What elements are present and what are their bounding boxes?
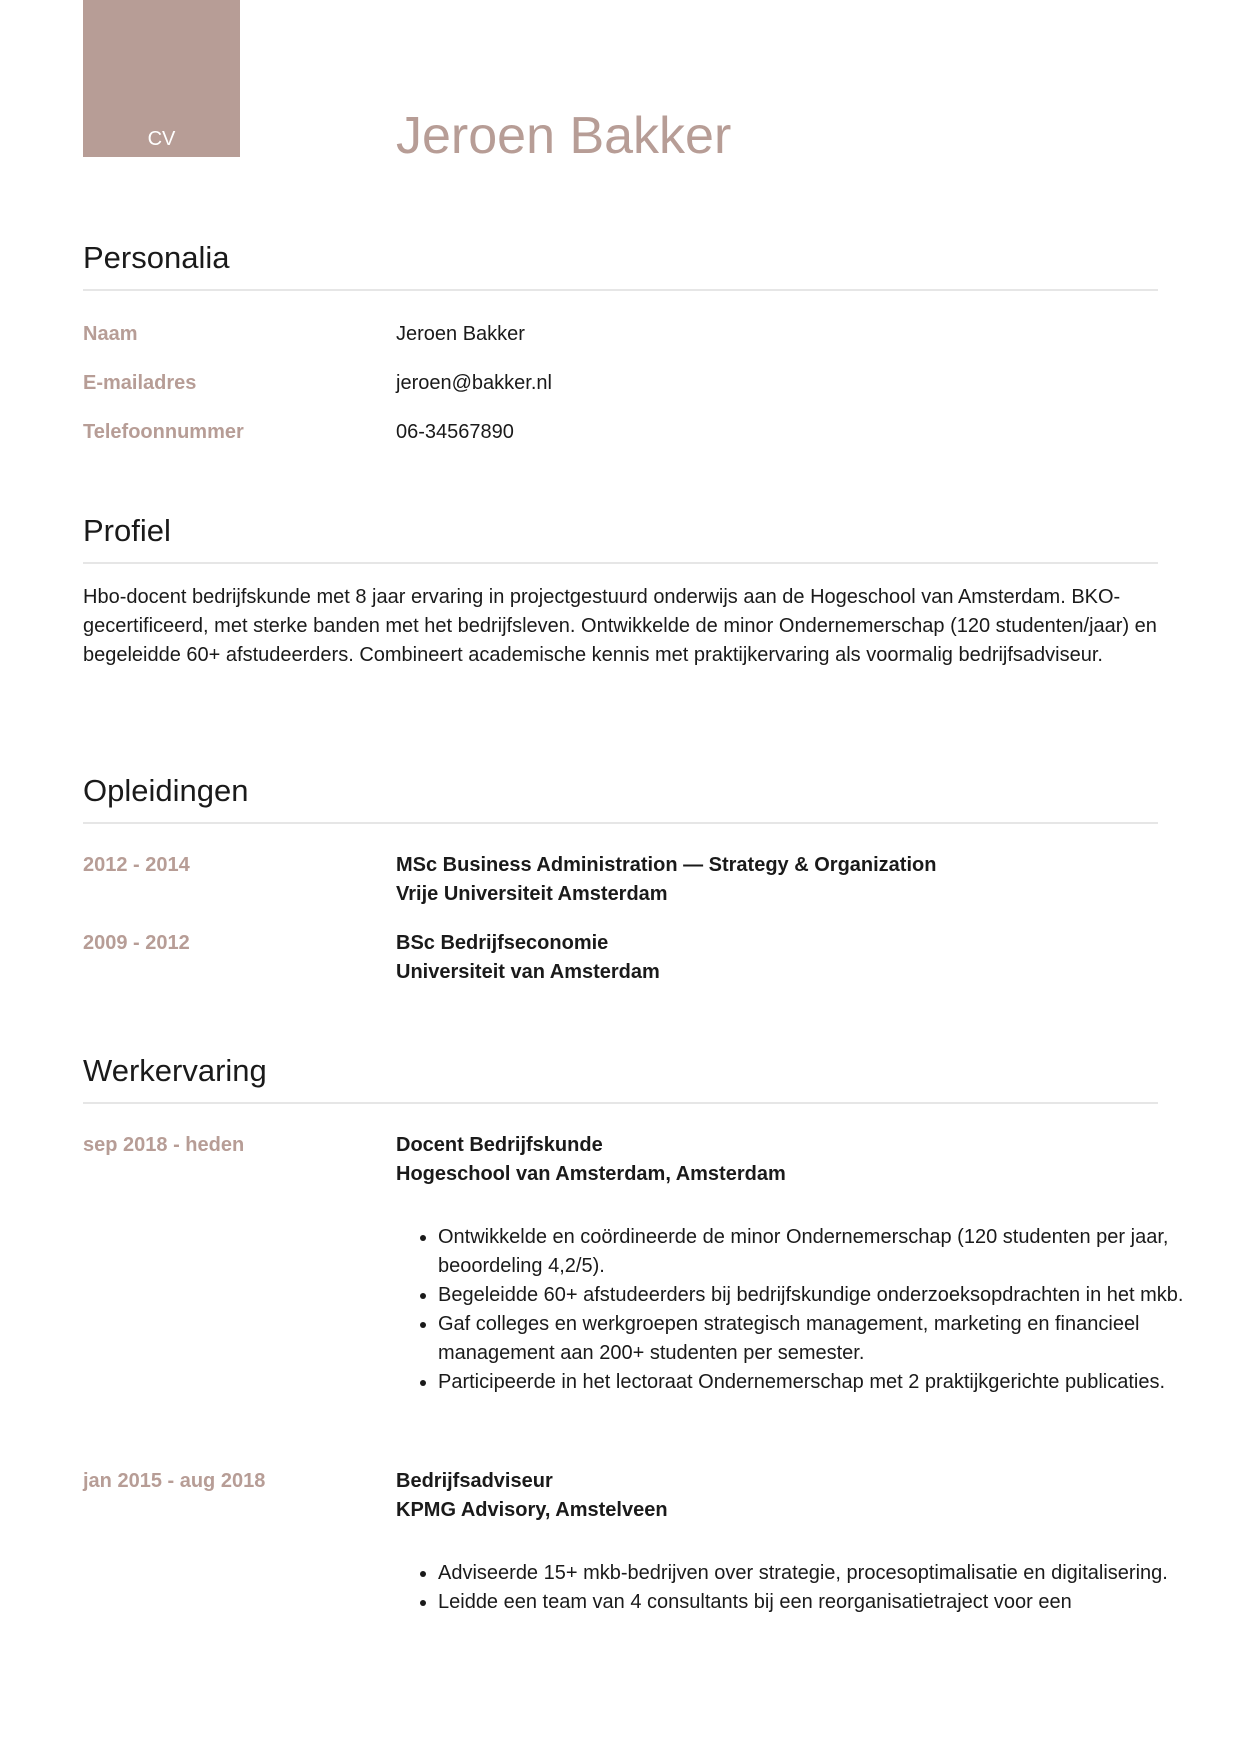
- profile-text: Hbo-docent bedrijfskunde met 8 jaar ervaring in projectgestuurd onderwijs aan de Hogeschool van Amsterdam. BKO-gecertificeerd, met sterke banden met het bedrijfsleven. Ontwikkelde de minor Ondernemerschap (120 studenten/jaar) en begeleidde 60+ afstudeerders. Combineert academische kennis met praktijkervaring als voormalig bedrijfsadviseur.: [83, 586, 1157, 666]
- candidate-name-title: Jeroen Bakker: [396, 107, 732, 165]
- work-bullet: • Leidde een team van 4 consultants bij een reorganisatietraject voor een: [438, 1588, 1203, 1617]
- education-details: [396, 929, 660, 987]
- education-details: [396, 851, 936, 909]
- personalia-value: Jeroen Bakker: [396, 323, 525, 345]
- section-title-werkervaring: Werkervaring: [83, 1051, 1158, 1104]
- cv-badge: [83, 0, 240, 157]
- education-period: 2012 - 2014: [83, 854, 190, 876]
- personalia-value: jeroen@bakker.nl: [396, 372, 552, 394]
- education-school: Vrije Universiteit Amsterdam: [396, 883, 668, 905]
- work-bullet: • Gaf colleges en werkgroepen strategisch management, marketing en financieel management aan 200+ studenten per semester.: [438, 1310, 1203, 1368]
- work-bullet: • Begeleidde 60+ afstudeerders bij bedrijfskundige onderzoeksopdrachten in het mkb.: [438, 1281, 1203, 1310]
- work-role: Docent Bedrijfskunde: [396, 1134, 603, 1156]
- work-details: [396, 1131, 786, 1189]
- personalia-section: [83, 238, 1158, 443]
- work-company: Hogeschool van Amsterdam, Amsterdam: [396, 1163, 786, 1185]
- personalia-label: Telefoonnummer: [83, 421, 244, 443]
- work-role: Bedrijfsadviseur: [396, 1470, 553, 1492]
- section-title-profiel: Profiel: [83, 511, 1158, 564]
- section-title-personalia: Personalia: [83, 238, 1158, 291]
- personalia-value: 06-34567890: [396, 421, 514, 443]
- work-bullet: • Adviseerde 15+ mkb-bedrijven over strategie, procesoptimalisatie en digitalisering.: [438, 1559, 1203, 1588]
- work-period: sep 2018 - heden: [83, 1134, 245, 1156]
- work-bullet-list: [396, 1223, 1203, 1397]
- education-school: Universiteit van Amsterdam: [396, 961, 660, 983]
- education-degree: BSc Bedrijfseconomie: [396, 932, 609, 954]
- work-period: jan 2015 - aug 2018: [83, 1470, 266, 1492]
- work-bullet: • Ontwikkelde en coördineerde de minor Ondernemerschap (120 studenten per jaar, beoordeling 4,2/5).: [438, 1223, 1203, 1281]
- education-period: 2009 - 2012: [83, 932, 190, 954]
- education-degree: MSc Business Administration — Strategy & Organization: [396, 854, 937, 876]
- opleidingen-section: [83, 771, 1158, 983]
- work-company: KPMG Advisory, Amstelveen: [396, 1499, 668, 1521]
- profiel-section: [83, 511, 1158, 666]
- work-bullet-list: [396, 1559, 1203, 1617]
- work-bullet: • Participeerde in het lectoraat Ondernemerschap met 2 praktijkgerichte publicaties.: [438, 1368, 1203, 1397]
- section-title-opleidingen: Opleidingen: [83, 771, 1158, 824]
- personalia-label: Naam: [83, 323, 138, 345]
- work-details: [396, 1467, 668, 1525]
- werkervaring-section: [83, 1051, 1184, 1613]
- cv-badge-label: CV: [147, 128, 176, 150]
- personalia-label: E-mailadres: [83, 372, 197, 394]
